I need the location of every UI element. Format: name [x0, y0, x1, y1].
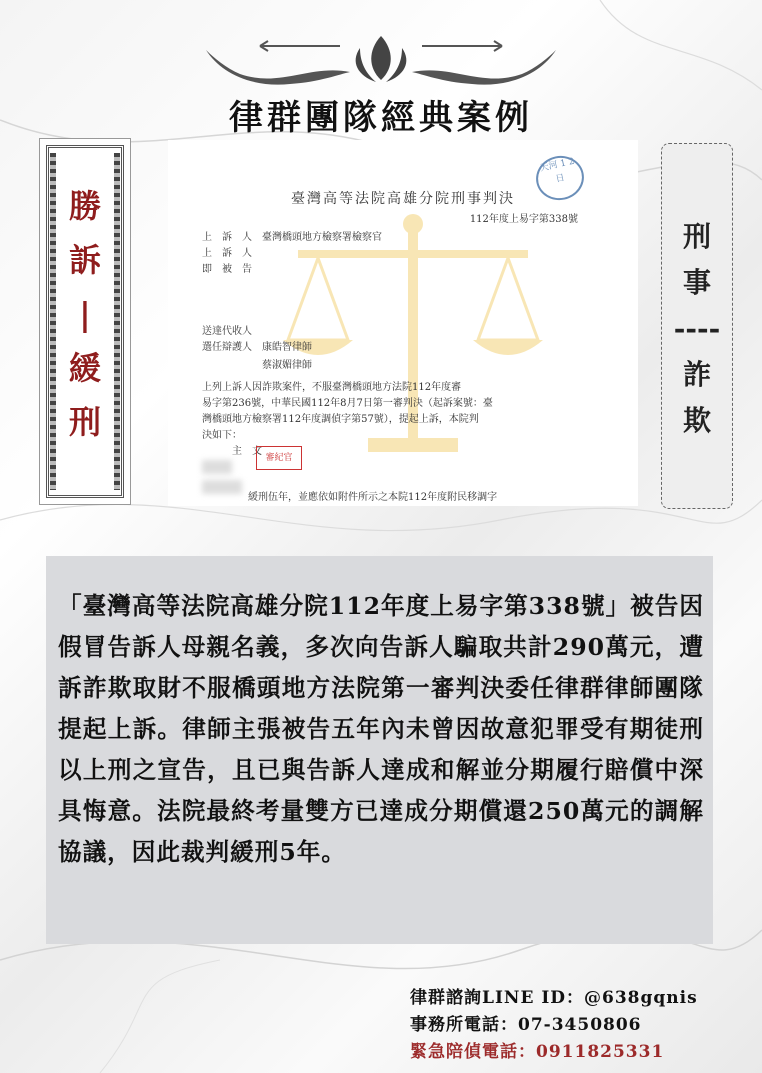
verdict-char: 訴 [68, 241, 101, 279]
doc-line: 決如下： [202, 430, 242, 441]
verdict-banner [39, 138, 131, 505]
page-title: 律群團隊經典案例 [229, 98, 533, 138]
ornament-lotus-icon [200, 28, 562, 98]
doc-line: 上列上訴人因詐欺案件，不服臺灣橋頭地方法院112年度審 [202, 382, 462, 393]
verdict-char: 勝 [68, 187, 101, 225]
clerk-stamp: 審紀官 [256, 446, 302, 470]
case-type-char: 事 [682, 266, 711, 299]
case-type-char: 詐 [682, 358, 711, 391]
case-summary-panel [46, 556, 713, 944]
case-type-banner [661, 143, 733, 509]
judgment-document-image [168, 140, 638, 506]
doc-line: 蔡淑媚律師 [202, 360, 312, 371]
doc-line: 灣橋頭地方檢察署112年度調偵字第57號），提起上訴，本院判 [202, 414, 479, 425]
court-title: 臺灣高等法院高雄分院刑事判決 [291, 191, 515, 207]
doc-line: 緩刑伍年，並應依如附件所示之本院112年度附民移調字 [248, 492, 498, 503]
court-stamp: 天河 1 2 日 [532, 151, 588, 204]
contact-info [410, 985, 698, 1066]
verdict-char: 緩 [68, 349, 101, 387]
doc-line: 上 訴 人 臺灣橋頭地方檢察署檢察官 [202, 232, 382, 243]
redacted-text [202, 460, 232, 474]
justice-scale-icon [278, 210, 548, 470]
case-type-text [662, 214, 732, 444]
case-type-char: 刑 [682, 220, 711, 253]
doc-line: 即 被 告 [202, 264, 252, 275]
doc-line: 主 文 [232, 446, 262, 457]
verdict-char: 刑 [68, 403, 101, 441]
redacted-text [202, 480, 242, 494]
office-phone: 事務所電話：07-3450806 [410, 1015, 642, 1035]
emergency-phone: 緊急陪偵電話：0911825331 [410, 1042, 665, 1062]
doc-line: 易字第236號，中華民國112年8月7日第一審判決（起訴案號：臺 [202, 398, 493, 409]
doc-line: 送達代收人 [202, 326, 252, 337]
case-type-char: ---- [673, 312, 721, 345]
verdict-char: | [79, 295, 91, 333]
case-number: 112年度上易字第338號 [469, 214, 578, 225]
verdict-text [40, 179, 130, 449]
doc-line: 上 訴 人 [202, 248, 252, 259]
case-type-char: 欺 [682, 404, 711, 437]
case-summary-text: 「臺灣高等法院高雄分院112年度上易字第338號」被告因假冒告訴人母親名義，多次向告訴人騙取共計290萬元，遭訴詐欺取財不服橋頭地方法院第一審判決委任律群律師團隊提起上訴。律師主張被告五年內未曾因故意犯罪受有期徒刑以上刑之宣告，且已與告訴人達成和解並分期履行賠償中深具悔意。法院最終考量雙方已達成分期償還250萬元的調解協議，因此裁判緩刑5年。 [58, 592, 704, 866]
doc-line: 選任辯護人 康皓智律師 [202, 342, 312, 353]
line-id: 律群諮詢LINE ID：@638gqnis [410, 988, 698, 1008]
